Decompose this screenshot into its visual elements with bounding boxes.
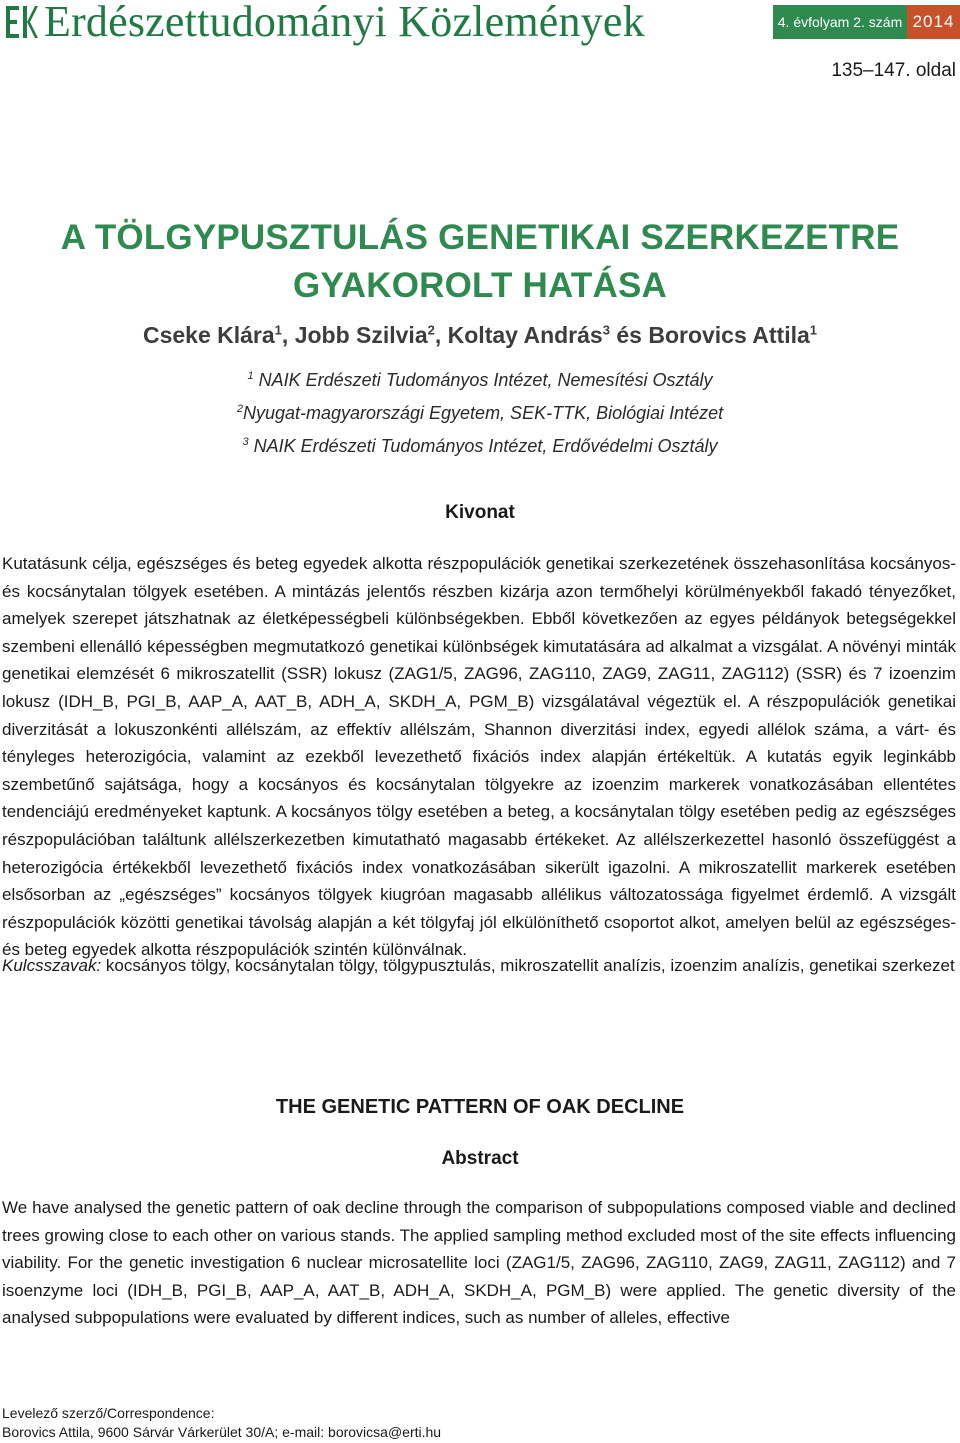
affiliation-mark: 1 [247,370,254,382]
affiliation-item [0,362,960,395]
keywords [2,952,956,980]
author-name: Cseke Klára [142,322,275,348]
affiliation-item [0,428,960,461]
affiliation-item [0,395,960,428]
author-name: Borovics Attila [648,322,810,348]
article-title [0,214,960,310]
affiliation-list [0,362,960,461]
author-affiliation-mark: 1 [809,322,818,338]
keywords-text: kocsányos tölgy, kocsánytalan tölgy, tölgypusztulás, mikroszatellit analízis, izoenzim analízis, genetikai szerkezet [101,956,955,975]
kivonat-text: Kutatásunk célja, egészséges és beteg egyedek alkotta részpopulációk genetikai szerkezetének összehasonlítása kocsányos- és kocsánytalan tölgyek esetében. A mintázás jelentős részben kizárja azon termőhelyi körülményekből fakadó tényezőket, amelyek szerepet játszhatnak az életképességbeli különbségekben. Ebből következően az egyes példányok betegségekkel szembeni ellenálló képességben megmutatkozó genetikai különbségek kimutatására ad alkalmat a vizsgálat. A növényi minták genetikai elemzését 6 mikroszatellit (SSR) lokusz (ZAG1/5, ZAG96, ZAG110, ZAG9, ZAG11, ZAG112) (SSR) és 7 izoenzim lokusz (IDH_B, PGI_B, AAP_A, AAT_B, ADH_A, SKDH_A, PGM_B) vizsgálatával végeztük el. A részpopulációk genetikai diverzitását a lokuszonkénti allélszám, az effektív allélszám, Shannon diverzitási index, egyedi allélok száma, a várt- és tényleges heterozigócia, valamint az ezekből levezethető fixációs index alapján értékeltük. A kutatás egyik leginkább szembetűnő sajátsága, hogy a kocsányos és kocsánytalan tölgyekre az izoenzim markerek vonatkozásában ellentétes tendenciájú eredményeket kaptunk. A kocsányos tölgy esetében a beteg, a kocsánytalan tölgy esetében pedig az egészséges részpopulációban találtunk allélszerkezetben kimutatható magasabb értékeket. Az allélszerkezettel hasonló összefüggést a heterozigócia értékekből levezethető fixációs index vonatkozásában sikerült igazolni. A mikroszatellit markerek esetében elsősorban az „egészséges” kocsányos tölgyek kiugróan magasabb allélikus változatossága figyelmet érdemlő. A vizsgált részpopulációk közötti genetikai távolság alapján a két tölgyfaj jól elkülöníthető csoportot alkot, amelyen belül az egészséges- és beteg egyedek alkotta részpopulációk szintén különválnak. [2,554,956,960]
author-separator: és [609,322,649,348]
author-separator: , [281,322,295,348]
affiliation-text: Nyugat-magyarországi Egyetem, SEK-TTK, Biológiai Intézet [242,403,724,423]
affiliation-mark: 3 [242,436,249,448]
correspondence-label: Levelező szerző/Correspondence: [2,1405,215,1421]
issue-badge: 4. évfolyam 2. szám [773,5,907,39]
author-separator: , [434,322,448,348]
article-title-line-2: GYAKOROLT HATÁSA [293,266,667,305]
kivonat-heading: Kivonat [445,502,515,523]
affiliation-text: NAIK Erdészeti Tudományos Intézet, Nemesítési Osztály [253,370,713,390]
author-list [0,322,960,349]
author-name: Jobb Szilvia [294,322,428,348]
author-affiliation-mark: 1 [274,322,282,338]
correspondence [2,1404,441,1442]
correspondence-text: Borovics Attila, 9600 Sárvár Várkerület 30/A; e-mail: borovicsa@erti.hu [2,1424,442,1440]
abstract-text: We have analysed the genetic pattern of oak decline through the comparison of subpopulations composed viable and declined trees growing close to each other on various stands. The applied sampling method excluded most of the site effects influencing viability. For the genetic investigation 6 nuclear microsatellite loci (ZAG1/5, ZAG96, ZAG110, ZAG9, ZAG11, ZAG112) and 7 isoenzyme loci (IDH_B, PGI_B, AAP_A, AAT_B, ADH_A, SKDH_A, PGM_B) were applied. The genetic diversity of the analysed subpopulations were evaluated by different indices, such as number of alleles, effective [2,1198,956,1328]
journal-logo-icon [4,4,38,40]
article-title-line-1: A TÖLGYPUSZTULÁS GENETIKAI SZERKEZETRE [60,218,900,257]
year-badge: 2014 [907,5,960,39]
english-title: THE GENETIC PATTERN OF OAK DECLINE [275,1096,685,1118]
journal-title: Erdészettudományi Közlemények [44,0,645,46]
page-range: 135–147. oldal [831,60,956,81]
journal-header [0,0,960,81]
affiliation-text: NAIK Erdészeti Tudományos Intézet, Erdővédelmi Osztály [248,436,718,456]
author-affiliation-mark: 3 [602,322,610,338]
keywords-label: Kulcsszavak: [2,956,102,975]
affiliation-mark: 2 [236,403,243,415]
author-affiliation-mark: 2 [427,322,435,338]
author-name: Koltay András [447,322,603,348]
abstract-heading: Abstract [441,1148,519,1169]
